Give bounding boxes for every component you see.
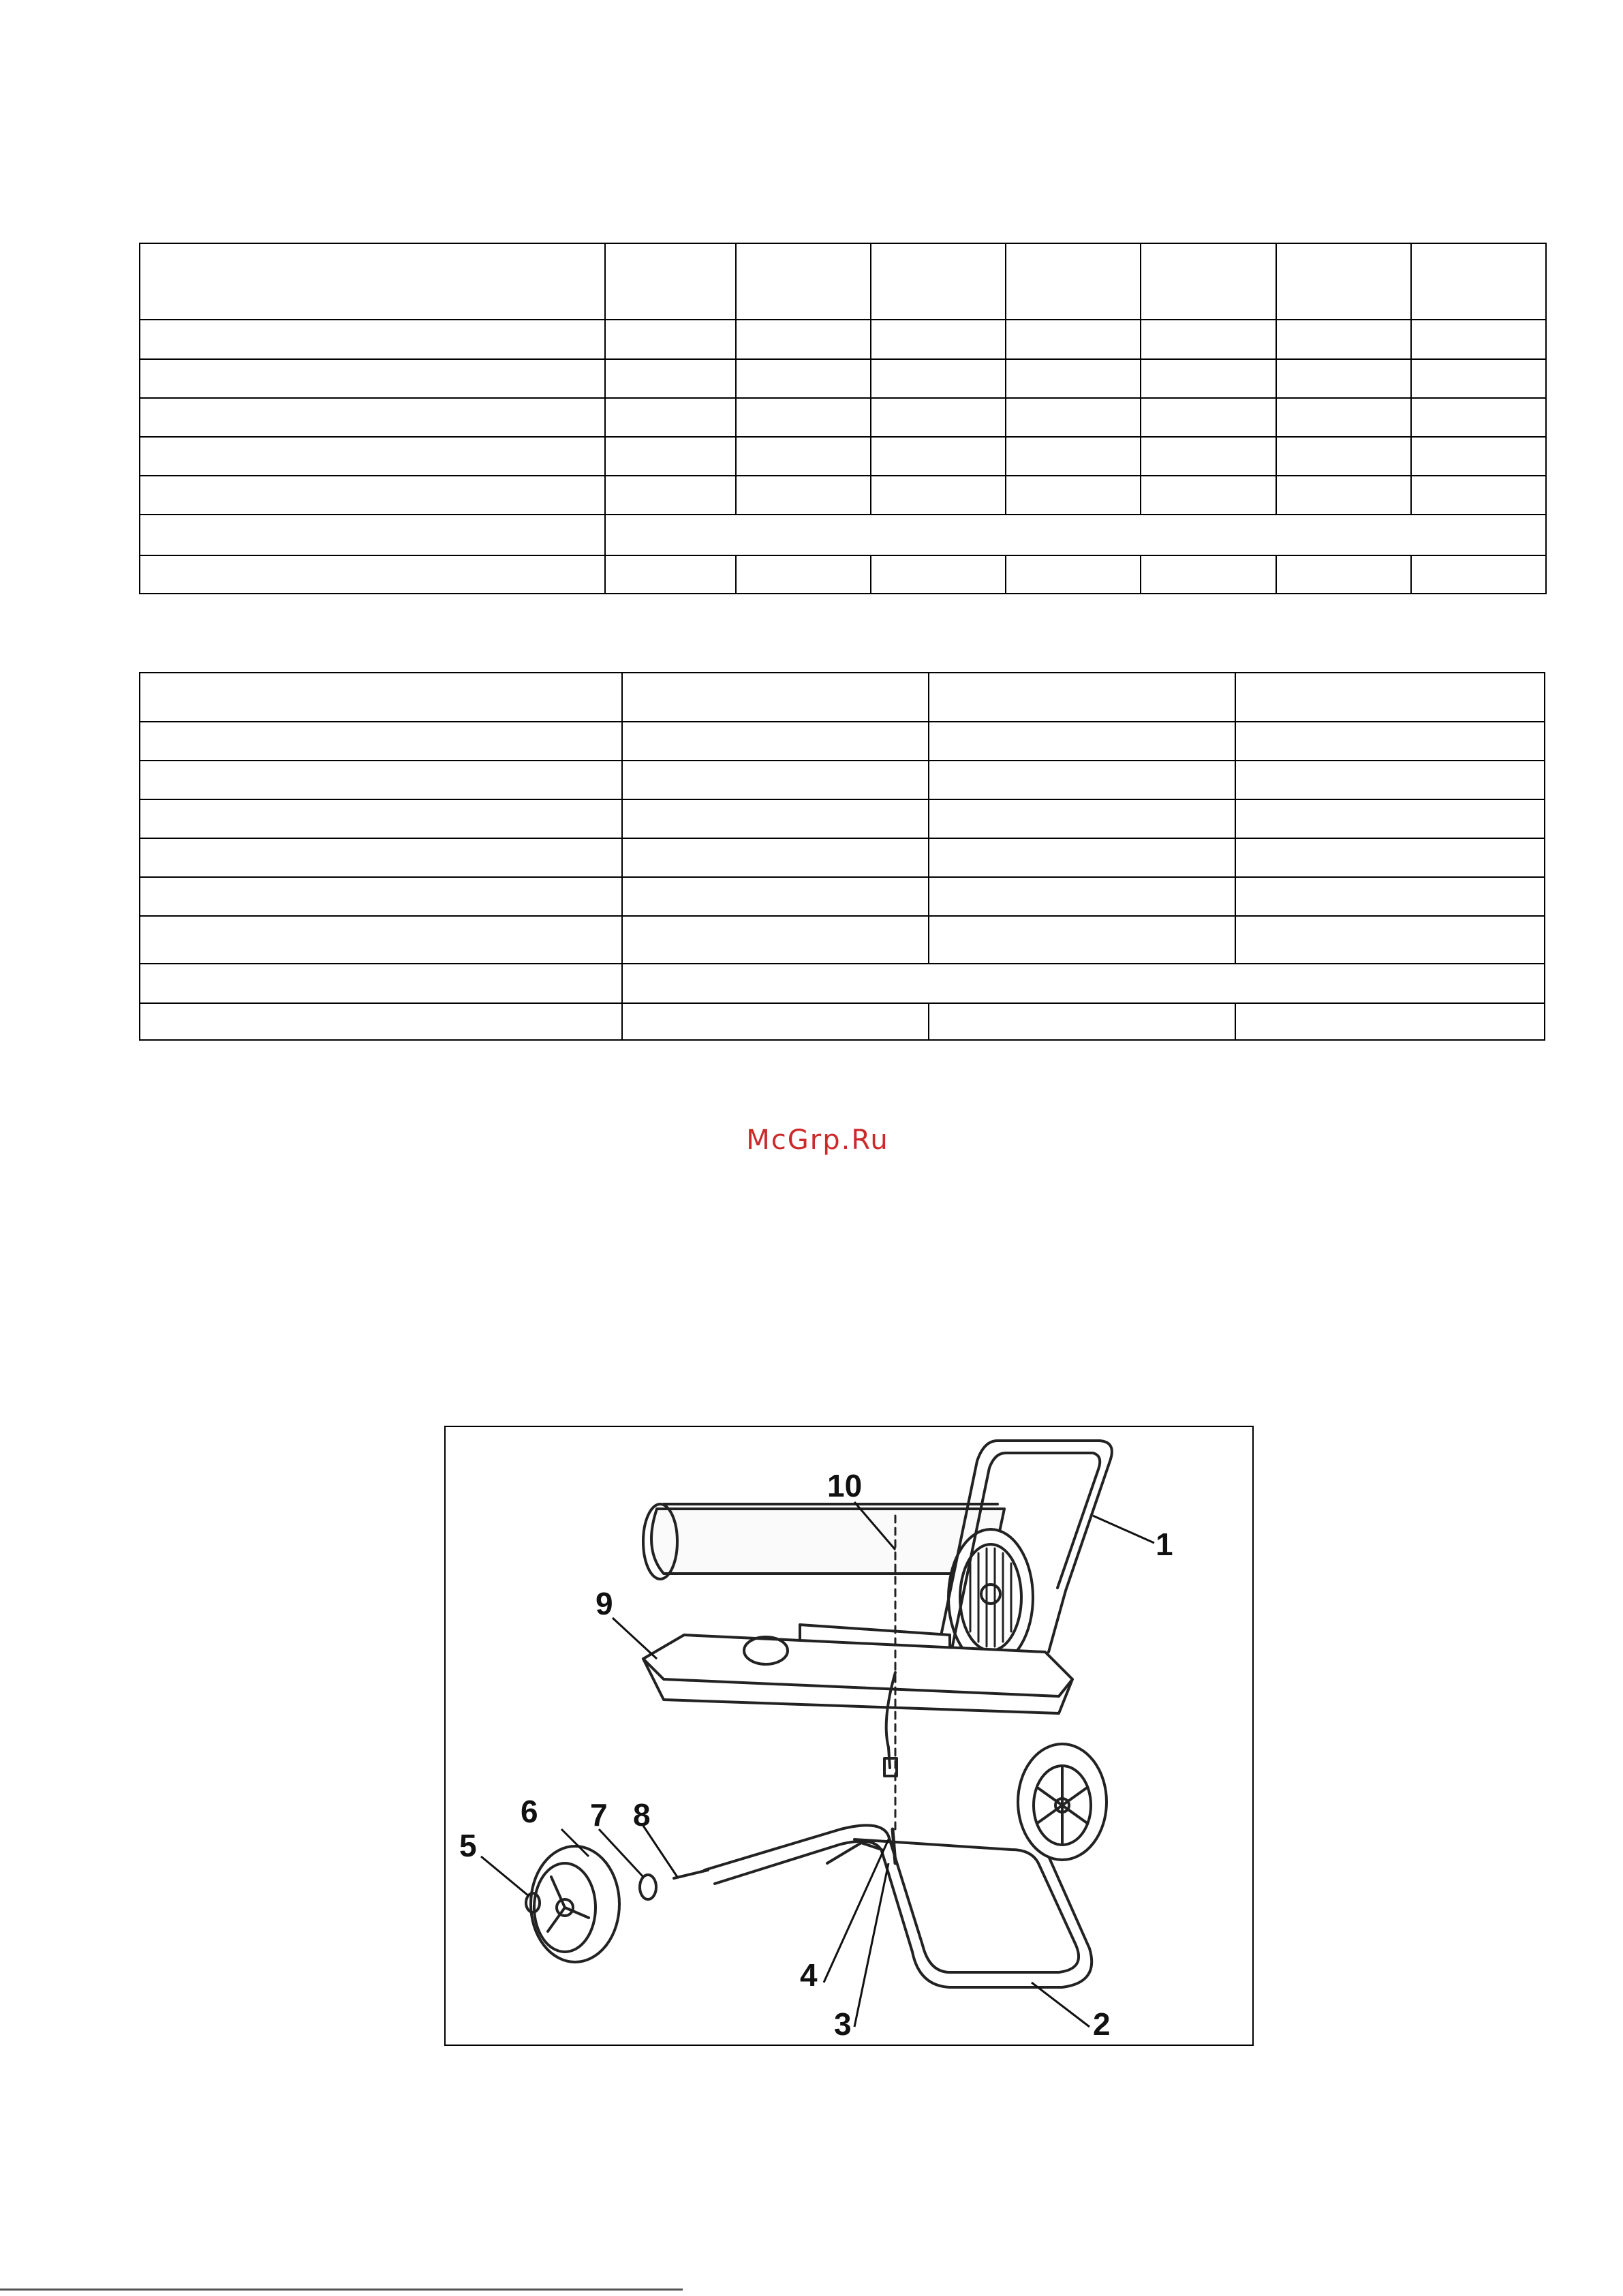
table-row-merged bbox=[140, 515, 1546, 555]
table-row bbox=[140, 722, 1545, 761]
heater-illustration bbox=[446, 1427, 1255, 2047]
footer-rule bbox=[0, 2289, 683, 2291]
callout-4: 4 bbox=[800, 1957, 818, 1993]
table-row bbox=[140, 555, 1546, 594]
table-row bbox=[140, 799, 1545, 838]
callout-2: 2 bbox=[1093, 2006, 1111, 2042]
callout-7: 7 bbox=[590, 1797, 608, 1833]
assembly-diagram bbox=[444, 1426, 1254, 2046]
table-row bbox=[140, 838, 1545, 877]
watermark-text: McGrp.Ru bbox=[746, 1124, 889, 1156]
table-row bbox=[140, 761, 1545, 799]
table-row bbox=[140, 320, 1546, 359]
table-row-merged bbox=[140, 964, 1545, 1003]
table-row bbox=[140, 476, 1546, 515]
table-row bbox=[140, 359, 1546, 398]
callout-8: 8 bbox=[633, 1797, 651, 1833]
table-row bbox=[140, 398, 1546, 437]
table-row bbox=[140, 243, 1546, 320]
table-row bbox=[140, 916, 1545, 964]
callout-10: 10 bbox=[827, 1468, 863, 1503]
table-row bbox=[140, 877, 1545, 916]
callout-9: 9 bbox=[596, 1586, 613, 1621]
callout-3: 3 bbox=[834, 2006, 852, 2042]
callout-5: 5 bbox=[459, 1828, 477, 1863]
spec-table-1 bbox=[139, 243, 1547, 594]
table-row bbox=[140, 673, 1545, 722]
table-row bbox=[140, 1003, 1545, 1040]
callout-1: 1 bbox=[1156, 1527, 1173, 1562]
spec-table-2 bbox=[139, 672, 1545, 1041]
callout-6: 6 bbox=[521, 1794, 538, 1829]
table-row bbox=[140, 437, 1546, 476]
